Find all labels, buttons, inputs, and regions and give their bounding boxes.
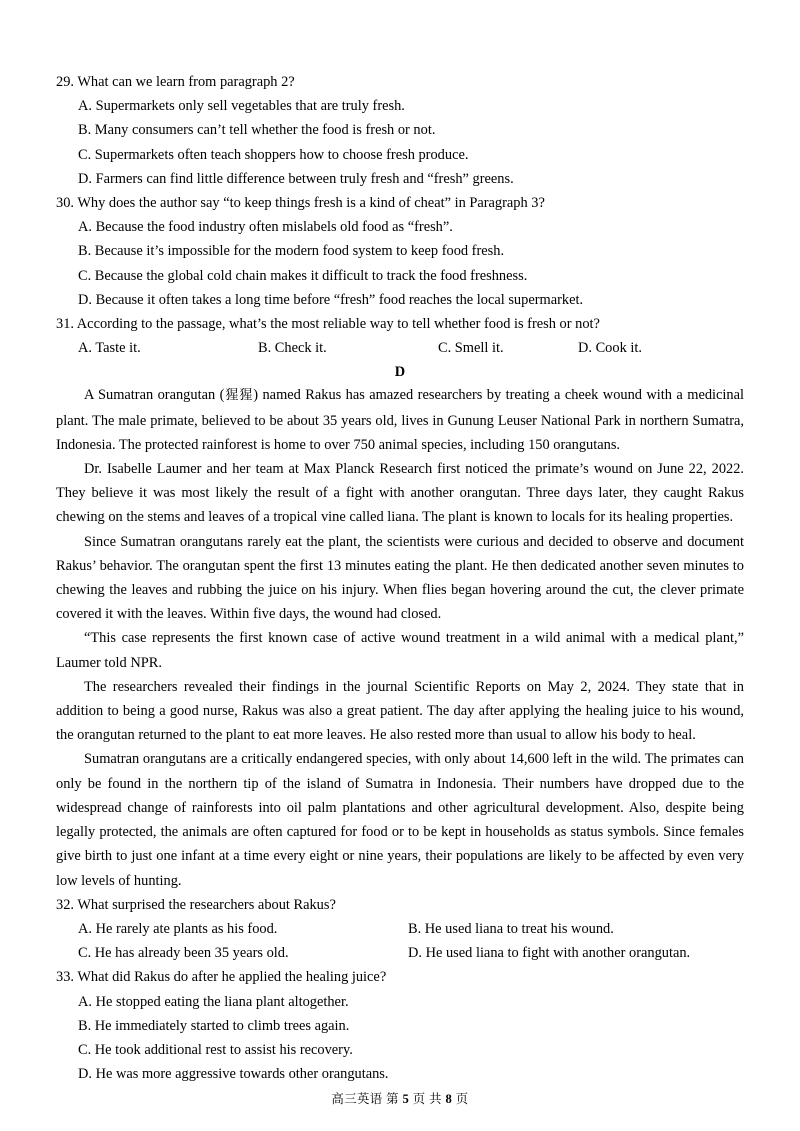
option-b[interactable]: B. He used liana to treat his wound.	[408, 920, 614, 937]
option-c[interactable]: C. Because the global cold chain makes it difficult to track the food freshness.	[78, 267, 528, 284]
option-a[interactable]: A. He rarely ate plants as his food.	[78, 920, 278, 937]
passage-paragraph-4: “This case represents the first known case of active wound treatment in a wild animal with a medical plant,” Laumer told NPR.	[56, 630, 744, 671]
question-29	[56, 70, 744, 191]
question-31	[56, 312, 744, 360]
paragraph-text-pre: A Sumatran orangutan (	[84, 387, 225, 404]
option-c[interactable]: C. He has already been 35 years old.	[78, 945, 289, 962]
option-d[interactable]: D. He used liana to fight with another orangutan.	[408, 945, 691, 962]
option-d[interactable]: D. Because it often takes a long time before “fresh” food reaches the local supermarket.	[78, 291, 584, 308]
passage-paragraph-2: Dr. Isabelle Laumer and her team at Max Planck Research first noticed the primate’s wound on June 22, 2022. They believe it was most likely the result of a fight with another orangutan. Three days later, they caught Rakus chewing on the stems and leaves of a tropical vine called liana. The plant is known to locals for its healing properties.	[56, 461, 744, 526]
option-b[interactable]: B. He immediately started to climb trees again.	[78, 1017, 350, 1034]
footer-subject: 高三英语	[331, 1091, 383, 1106]
paragraph-chinese-gloss: 猩猩	[224, 388, 254, 404]
option-d[interactable]: D. Cook it.	[578, 340, 642, 357]
footer-page-label-2: 页	[412, 1091, 426, 1106]
option-row-2	[56, 941, 744, 965]
option-c[interactable]: C. Smell it.	[438, 340, 504, 357]
option-row-1	[56, 917, 744, 941]
question-stem: 31. According to the passage, what’s the most reliable way to tell whether food is fresh or not?	[56, 316, 600, 333]
passage-paragraph-5: The researchers revealed their findings in the journal Scientific Reports on May 2, 2024. They state that in addition to being a good nurse, Rakus was also a great patient. The day after applying the healing juice to his wound, the orangutan returned to the plant to eat more leaves. He also rested more than usual to allow his body to heal.	[56, 678, 744, 744]
option-d[interactable]: D. Farmers can find little difference between truly fresh and “fresh” greens.	[78, 170, 514, 187]
option-c[interactable]: C. Supermarkets often teach shoppers how to choose fresh produce.	[78, 146, 469, 163]
option-c[interactable]: C. He took additional rest to assist his recovery.	[78, 1041, 353, 1058]
paragraph-text-post: ) named Rakus has amazed researchers by treating a cheek wound with a medicinal plant. The male primate, believed to be about 35 years old, lives in Gunung Leuser National Park in northern Sumatra, Indonesia. The protected rainforest is home to over 750 animal species, including 150 orangutans.	[56, 387, 744, 453]
question-stem: 33. What did Rakus do after he applied the healing juice?	[56, 969, 387, 986]
page-footer	[0, 1089, 800, 1107]
option-b[interactable]: B. Check it.	[258, 340, 327, 357]
question-stem: 29. What can we learn from paragraph 2?	[56, 74, 295, 90]
footer-total-pages: 8	[445, 1092, 453, 1106]
footer-page-label-4: 页	[455, 1091, 469, 1106]
footer-page-label-3: 共	[429, 1091, 442, 1106]
question-33	[56, 965, 744, 1086]
passage-paragraph-6: Sumatran orangutans are a critically endangered species, with only about 14,600 left in the wild. The primates can only be found in the northern tip of the island of Sumatra in Indonesia. Their numbers have dropped due to the widespread change of rainforests into oil palm plantations and other agricultural development. Also, despite being legally protected, the animals are often captured for food or to be kept in households as status symbols. Since females give birth to just one infant at a time every eight or nine years, their populations are likely to be affected by even very low levels of hunting.	[56, 751, 744, 889]
option-a[interactable]: A. Because the food industry often mislabels old food as “fresh”.	[78, 219, 453, 236]
option-a[interactable]: A. Supermarkets only sell vegetables that are truly fresh.	[78, 98, 405, 115]
option-b[interactable]: B. Because it’s impossible for the modern food system to keep food fresh.	[78, 243, 505, 260]
question-30	[56, 191, 744, 312]
question-32	[56, 893, 744, 966]
option-d[interactable]: D. He was more aggressive towards other orangutans.	[78, 1066, 389, 1083]
option-b[interactable]: B. Many consumers can’t tell whether the food is fresh or not.	[78, 122, 436, 139]
option-a[interactable]: A. Taste it.	[78, 340, 141, 357]
inline-options	[56, 336, 744, 360]
option-a[interactable]: A. He stopped eating the liana plant altogether.	[78, 993, 349, 1010]
section-letter: D	[394, 364, 406, 381]
passage-paragraph-3: Since Sumatran orangutans rarely eat the plant, the scientists were curious and decided to observe and document Rakus’ behavior. The orangutan spent the first 13 minutes eating the plant. He then dedicated another seven minutes to chewing the leaves and rubbing the juice on his injury. When flies began hovering around the cut, the clever primate covered it with the leaves. Within five days, the wound had closed.	[56, 533, 744, 623]
question-stem: 32. What surprised the researchers about Rakus?	[56, 896, 336, 913]
footer-page-number: 5	[402, 1092, 410, 1106]
question-stem: 30. Why does the author say “to keep things fresh is a kind of cheat” in Paragraph 3?	[56, 195, 545, 212]
footer-page-label-1: 第	[386, 1091, 399, 1106]
passage-paragraph-1	[56, 383, 744, 457]
